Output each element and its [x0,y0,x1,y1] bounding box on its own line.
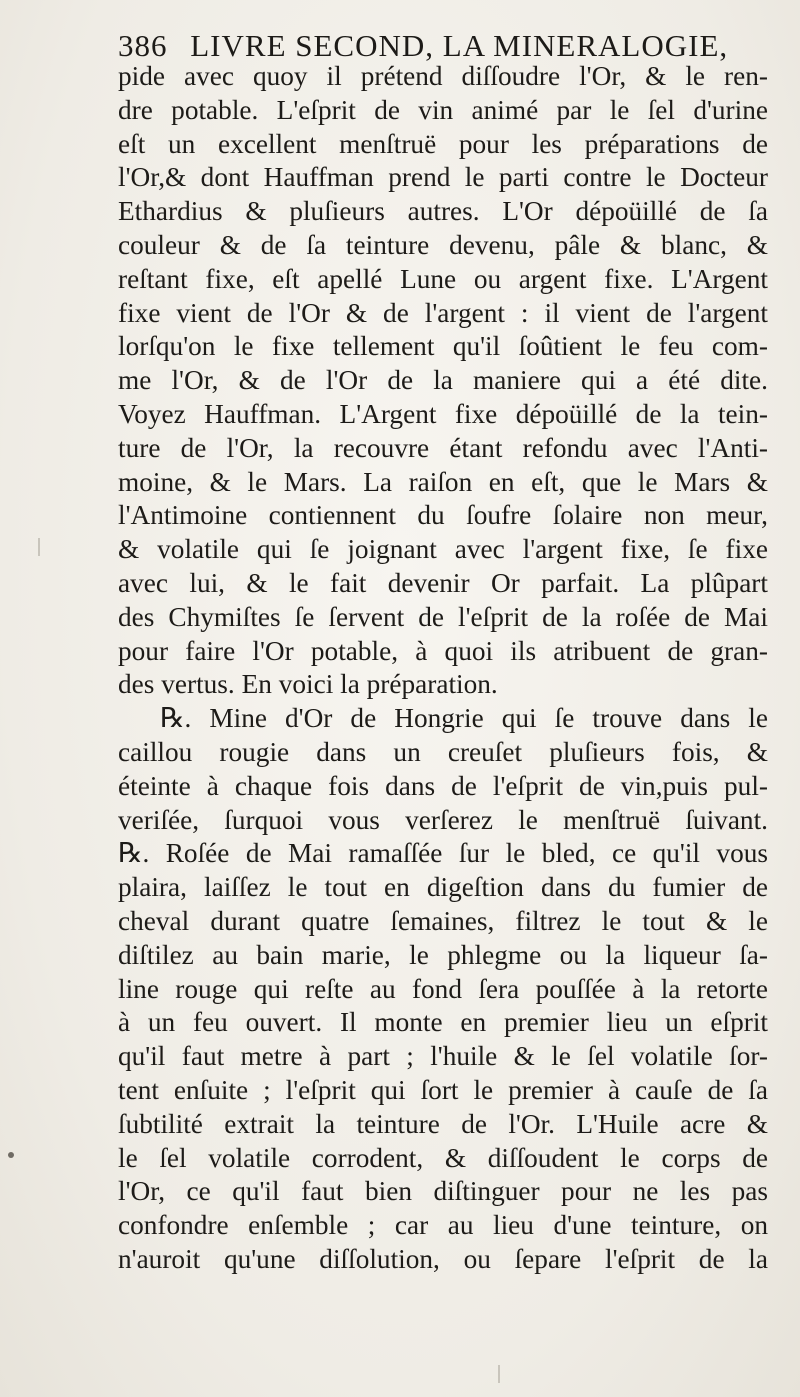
text-line: des Chymiſtes ſe ſervent de l'eſprit de la roſée de Mai [118,601,768,632]
paper-mark [38,538,40,556]
text-line: line rouge qui reſte au fond ſera pouſſée à la retorte [118,973,768,1004]
text-line: couleur & de ſa teinture devenu, pâle & blanc, & [118,229,768,260]
text-line: & volatile qui ſe joignant avec l'argent fixe, ſe fixe [118,534,768,565]
text-line: cheval durant quatre ſemaines, filtrez le tout & le [118,905,768,936]
text-line: à un feu ouvert. Il monte en premier lieu un eſprit [118,1007,768,1038]
text-line: avec lui, & le fait devenir Or parfait. La plûpart [118,567,768,598]
text-line: reſtant fixe, eſt apellé Lune ou argent fixe. L'Argent [118,263,768,294]
text-line: Voyez Hauffman. L'Argent fixe dépoüillé de la tein- [118,398,768,429]
text-line: caillou rougie dans un creuſet pluſieurs fois, & [118,736,768,767]
text-body [118,60,768,1277]
text-line: tent enſuite ; l'eſprit qui ſort le premier à cauſe de ſa [118,1074,768,1105]
running-title: LIVRE SECOND, LA MINERALOGIE, [190,28,729,63]
text-line: diſtilez au bain marie, le phlegme ou la liqueur ſa- [118,939,768,970]
text-line: veriſée, ſurquoi vous verſerez le menſtruë ſuivant. [118,804,768,835]
text-line: éteinte à chaque fois dans de l'eſprit de vin,puis pul- [118,770,768,801]
text-line: ℞. Mine d'Or de Hongrie qui ſe trouve dans le [160,703,768,734]
text-line: n'auroit qu'une diſſolution, ou ſepare l'eſprit de la [118,1243,768,1274]
text-line: moine, & le Mars. La raiſon en eſt, que le Mars & [118,466,768,497]
text-line: pour faire l'Or potable, à quoi ils atribuent de gran- [118,635,768,666]
text-line: le ſel volatile corrodent, & diſſoudent le corps de [118,1142,768,1173]
text-line: l'Or,& dont Hauffman prend le parti contre le Docteur [118,162,768,193]
text-line: pide avec quoy il prétend diſſoudre l'Or, & le ren- [118,61,768,91]
text-line: dre potable. L'eſprit de vin animé par le ſel d'urine [118,94,768,125]
ink-speck [8,1152,14,1158]
text-line: confondre enſemble ; car au lieu d'une teinture, on [118,1210,768,1241]
text-line: l'Or, ce qu'il faut bien diſtinguer pour ne les pas [118,1176,768,1207]
page-number: 386 [118,28,168,63]
paper-mark [498,1365,500,1383]
text-line: qu'il faut metre à part ; l'huile & le ſel volatile ſor- [118,1041,768,1072]
text-line: ſubtilité extrait la teinture de l'Or. L'Huile acre & [118,1108,768,1139]
text-line: fixe vient de l'Or & de l'argent : il vient de l'argent [118,297,768,328]
text-line: lorſqu'on le fixe tellement qu'il ſoûtient le feu com- [118,331,768,362]
text-line: Ethardius & pluſieurs autres. L'Or dépoüillé de ſa [118,196,768,227]
text-line: ture de l'Or, la recouvre étant refondu avec l'Anti- [118,432,768,463]
text-line: eſt un excellent menſtruë pour les préparations de [118,128,768,159]
text-line: plaira, laiſſez le tout en digeſtion dans du fumier de [118,872,768,903]
text-line: des vertus. En voici la préparation. [118,669,498,700]
text-line: me l'Or, & de l'Or de la maniere qui a été dite. [118,365,768,396]
text-line: ℞. Roſée de Mai ramaſſée ſur le bled, ce qu'il vous [118,838,768,869]
text-line: l'Antimoine contiennent du ſoufre ſolaire non meur, [118,500,768,531]
